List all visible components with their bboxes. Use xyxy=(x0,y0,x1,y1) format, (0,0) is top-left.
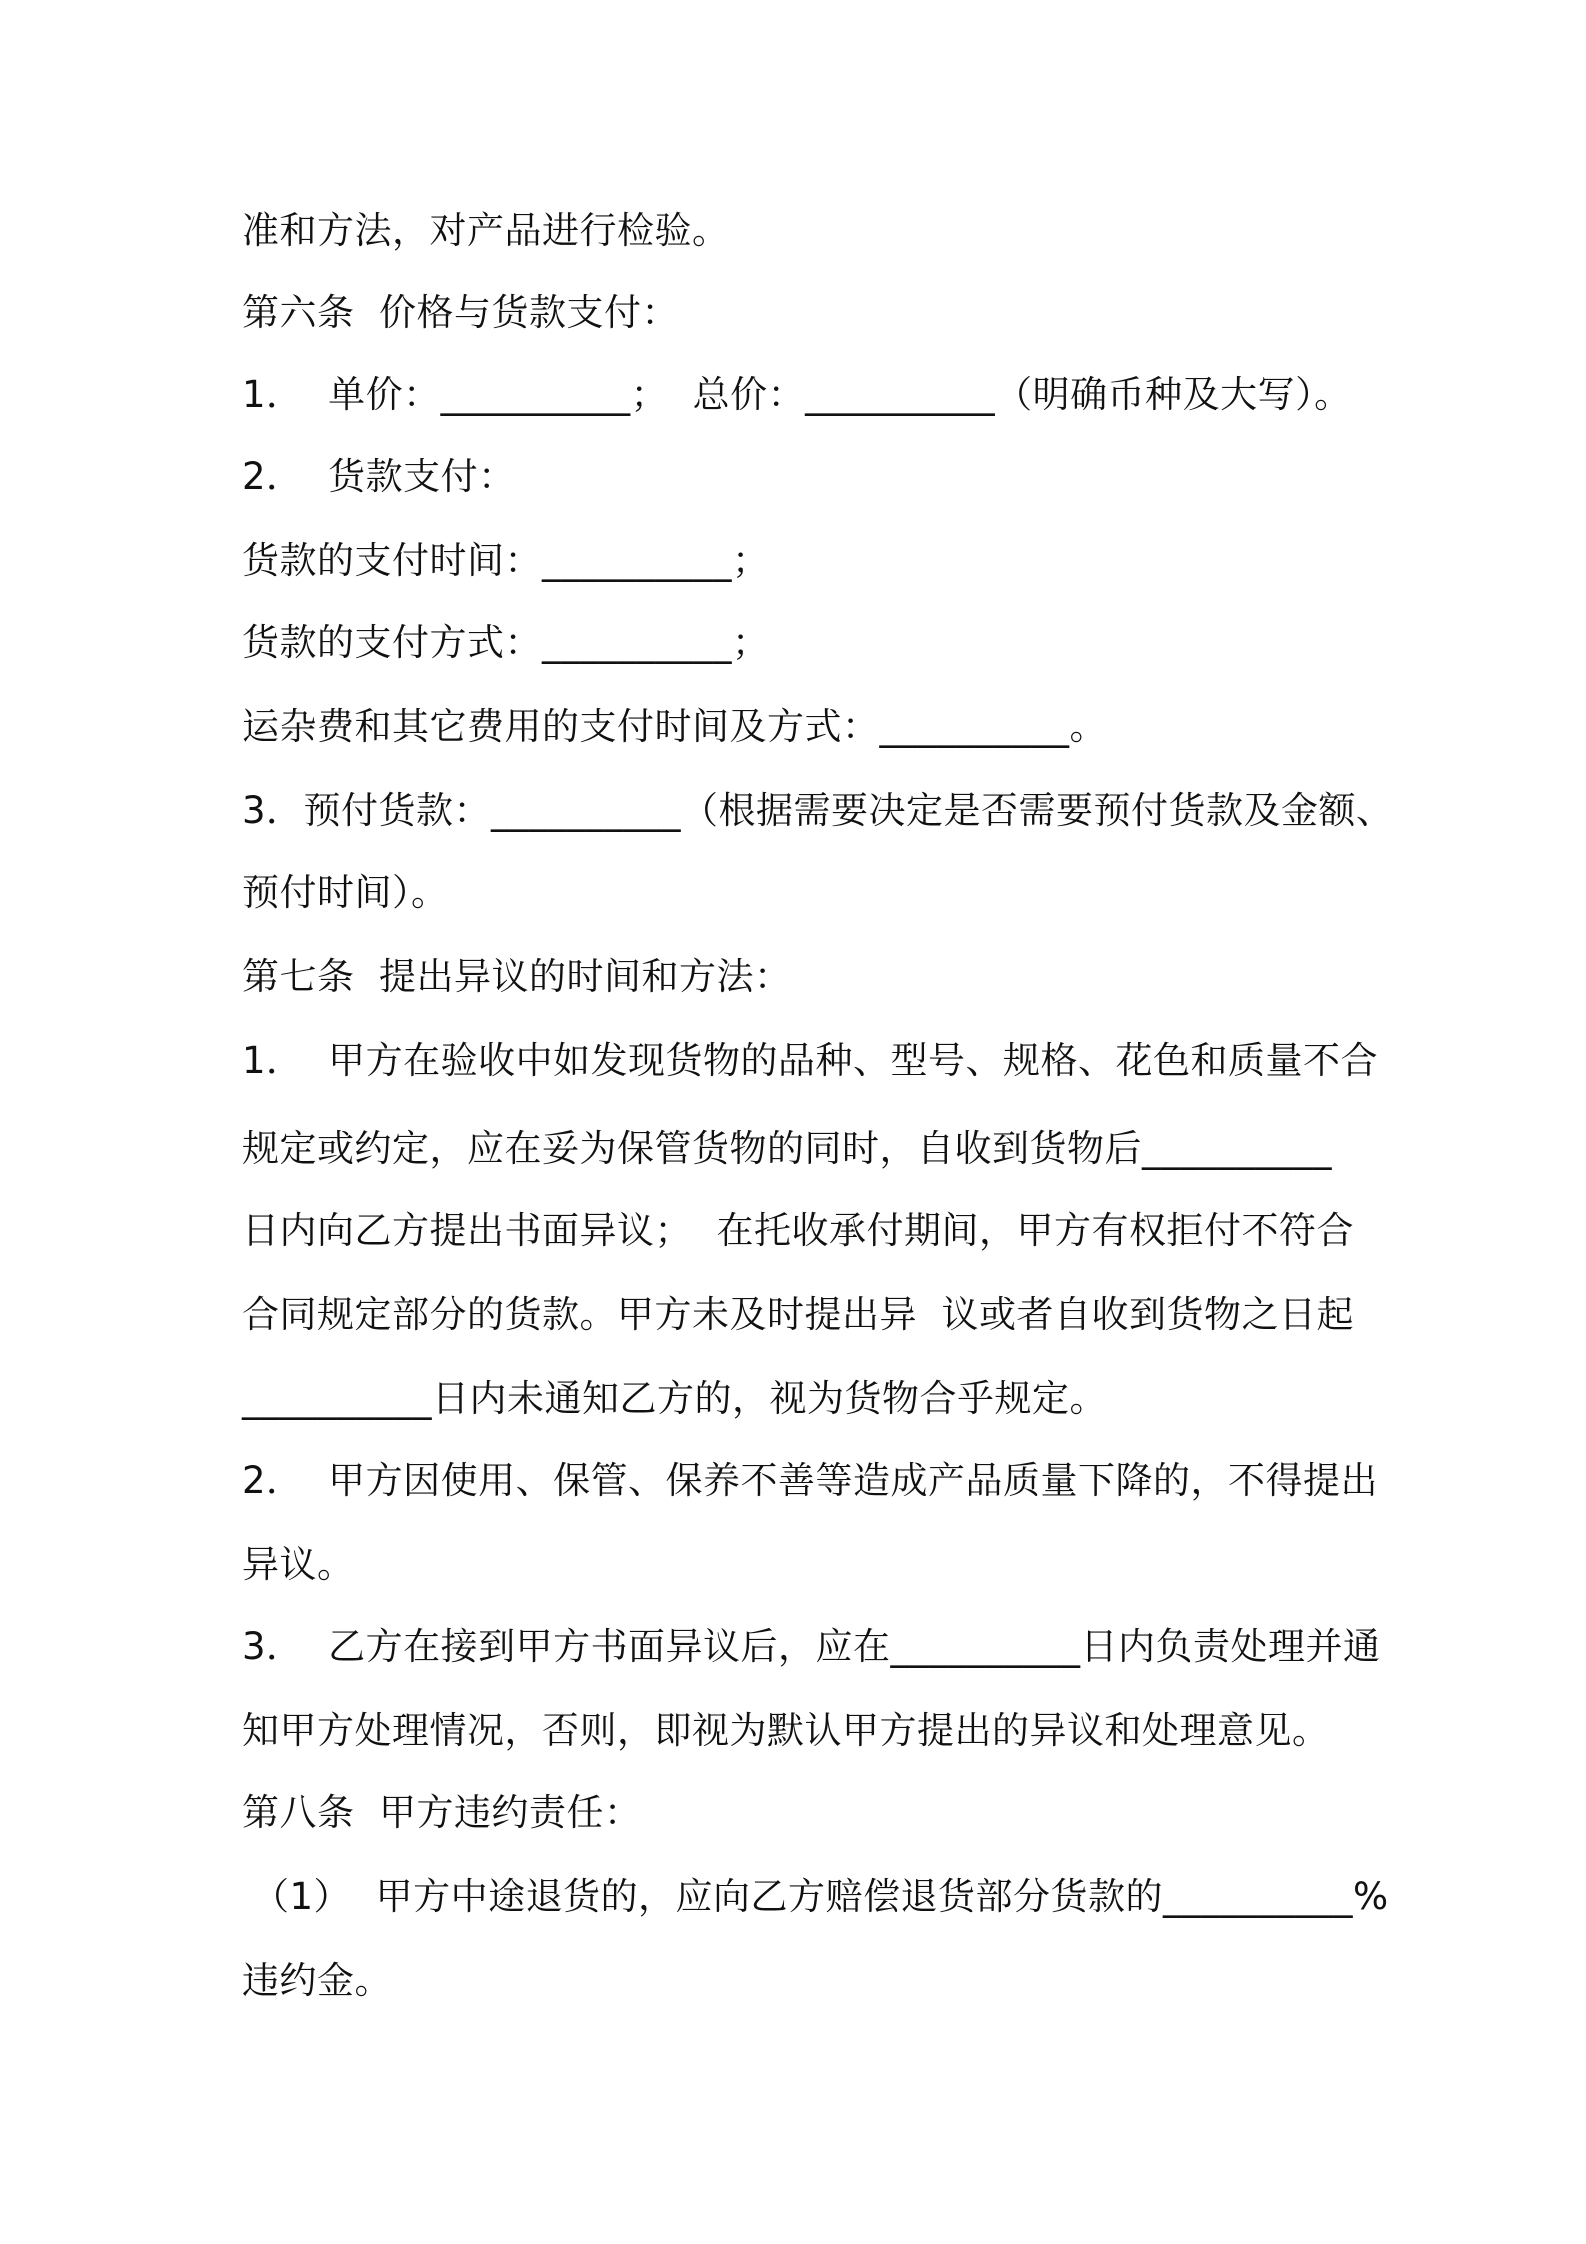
text-line: 知甲方处理情况，否则，即视为默认甲方提出的异议和处理意见。 xyxy=(242,1709,1330,1752)
section-heading-article-8: 第八条 甲方违约责任： xyxy=(242,1791,642,1834)
text-line: 2． 甲方因使用、保管、保养不善等造成产品质量下降的，不得提出 xyxy=(242,1459,1379,1502)
text-line: 准和方法，对产品进行检验。 xyxy=(242,209,730,252)
text-line: 运杂费和其它费用的支付时间及方式：__________。 xyxy=(242,705,1107,748)
text-line: 日内向乙方提出书面异议； 在托收承付期间，甲方有权拒付不符合 xyxy=(242,1209,1355,1252)
text-line: 货款的支付方式：__________； xyxy=(242,621,770,664)
text-line: 异议。 xyxy=(242,1543,355,1586)
section-heading-article-7: 第七条 提出异议的时间和方法： xyxy=(242,955,792,998)
text-line: 3． 乙方在接到甲方书面异议后，应在__________日内负责处理并通 xyxy=(242,1625,1381,1668)
section-heading-article-6: 第六条 价格与货款支付： xyxy=(242,291,680,334)
text-line: 3．预付货款：__________（根据需要决定是否需要预付货款及金额、 xyxy=(242,789,1394,832)
text-line: 2． 货款支付： xyxy=(242,455,516,498)
text-line: 违约金。 xyxy=(242,1959,392,2002)
text-line: 预付时间）。 xyxy=(242,871,449,914)
text-line: （1） 甲方中途退货的，应向乙方赔偿退货部分货款的__________% xyxy=(252,1875,1389,1918)
text-line: 1． 甲方在验收中如发现货物的品种、型号、规格、花色和质量不合 xyxy=(242,1039,1379,1082)
text-line: 1． 单价：__________； 总价：__________（明确币种及大写）。 xyxy=(242,373,1352,416)
text-line: __________日内未通知乙方的，视为货物合乎规定。 xyxy=(242,1377,1107,1420)
text-line: 货款的支付时间：__________； xyxy=(242,539,770,582)
text-line: 合同规定部分的货款。甲方未及时提出异 议或者自收到货物之日起 xyxy=(242,1293,1355,1336)
text-line: 规定或约定，应在妥为保管货物的同时，自收到货物后__________ xyxy=(242,1127,1332,1170)
